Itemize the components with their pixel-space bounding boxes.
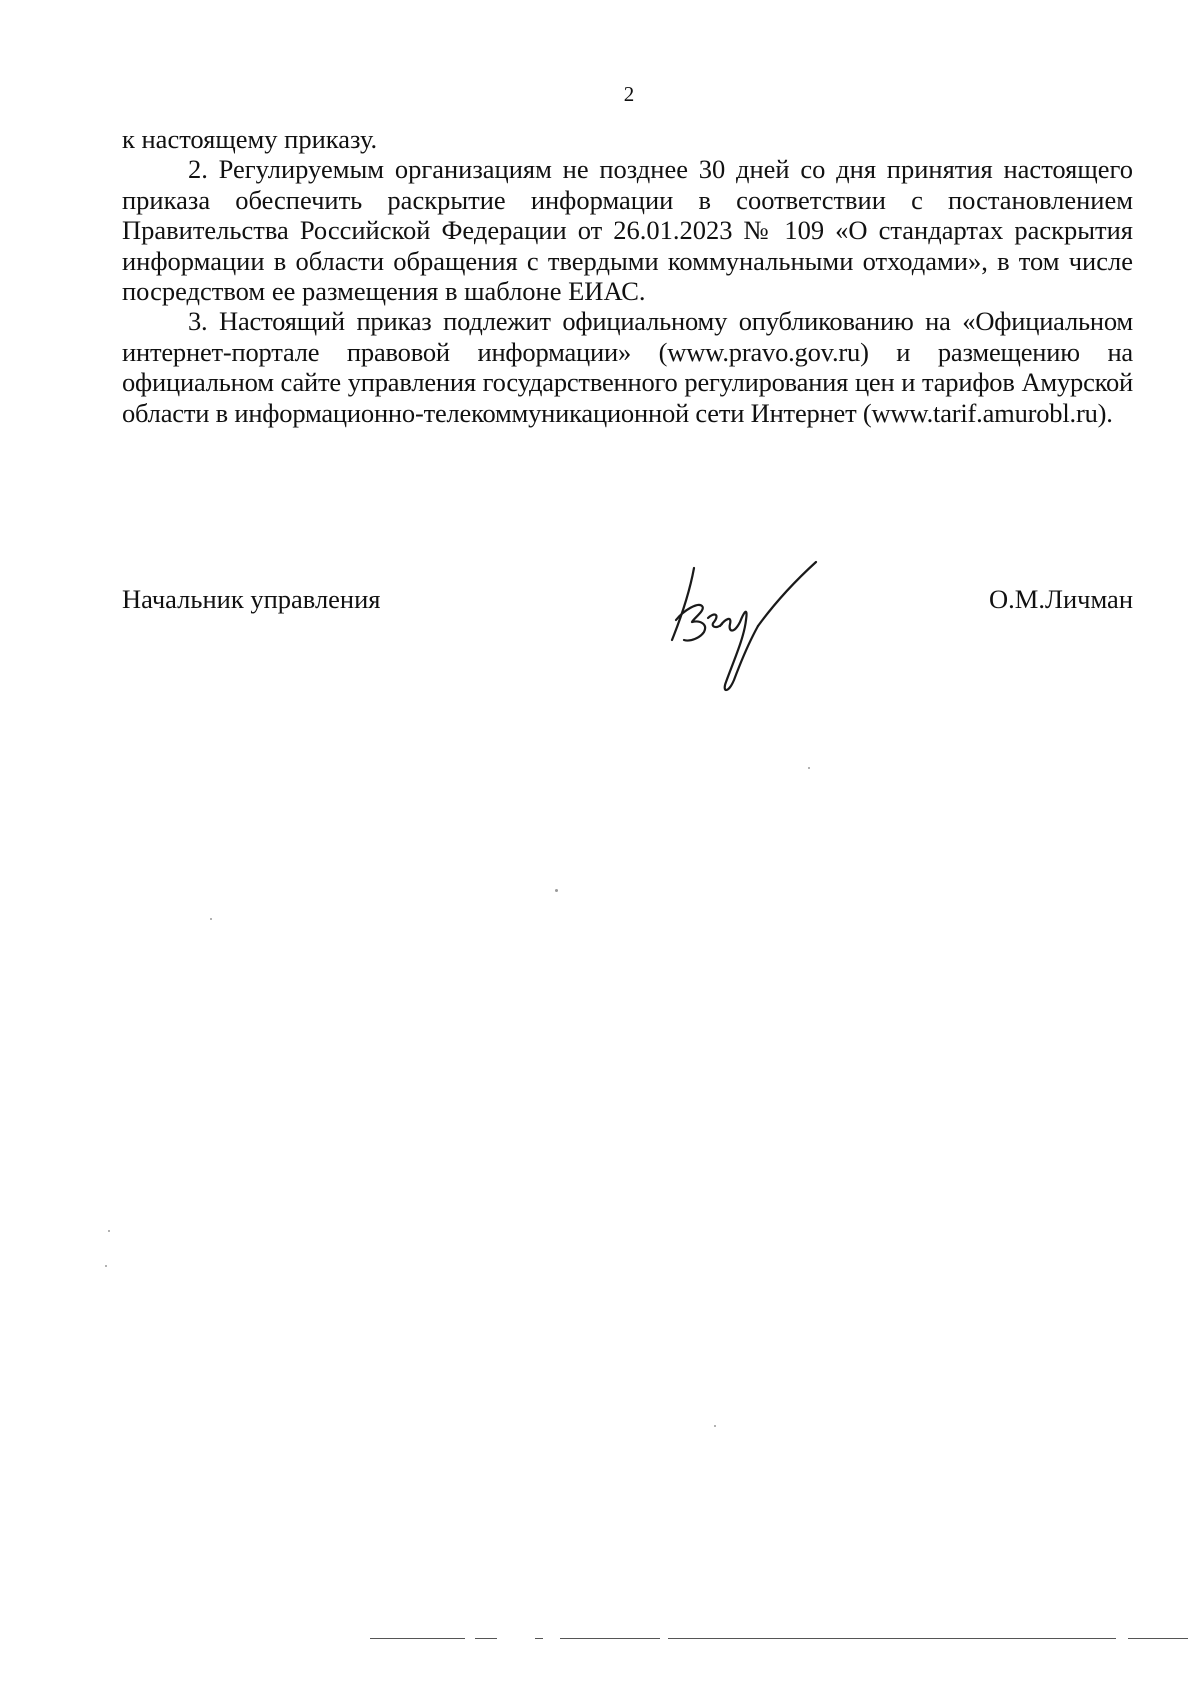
signer-name: О.М.Личман xyxy=(989,584,1133,614)
scan-edge-line xyxy=(668,1638,1116,1639)
signature-block xyxy=(122,584,1133,624)
scan-edge-line xyxy=(370,1638,465,1639)
scan-speck xyxy=(105,1265,107,1267)
signer-title: Начальник управления xyxy=(122,584,381,614)
document-body xyxy=(122,124,1133,428)
scan-edge-line xyxy=(560,1638,660,1639)
handwritten-signature xyxy=(664,560,834,700)
page-number: 2 xyxy=(623,82,635,106)
scan-speck xyxy=(714,1425,716,1427)
scan-speck xyxy=(555,889,558,892)
paragraph-item-3: 3. Настоящий приказ подлежит официальному опубликованию на «Официальном интернет-портале правовой информации» (www.pravo.gov.ru) и размещению на официальном сайте управления государственного регулирования цен и тарифов Амурской области в информационно-телекоммуникационной сети Интернет (www.tarif.amurobl.ru). xyxy=(122,306,1133,428)
scan-speck xyxy=(210,918,212,920)
scan-edge-line xyxy=(535,1638,543,1639)
scan-edge-line xyxy=(1128,1638,1188,1639)
scan-edge-line xyxy=(475,1638,497,1639)
paragraph-item-2: 2. Регулируемым организациям не позднее 30 дней со дня принятия настоящего приказа обеспечить раскрытие информации в соответствии с постановлением Правительства Российской Федерации от 26.01.2023 № 109 «О стандартах раскрытия информации в области обращения с твердыми коммунальными отходами», в том числе посредством ее размещения в шаблоне ЕИАС. xyxy=(122,154,1133,307)
scan-speck xyxy=(108,1230,110,1232)
continuation-line: к настоящему приказу. xyxy=(122,124,378,154)
scan-speck xyxy=(808,767,810,769)
